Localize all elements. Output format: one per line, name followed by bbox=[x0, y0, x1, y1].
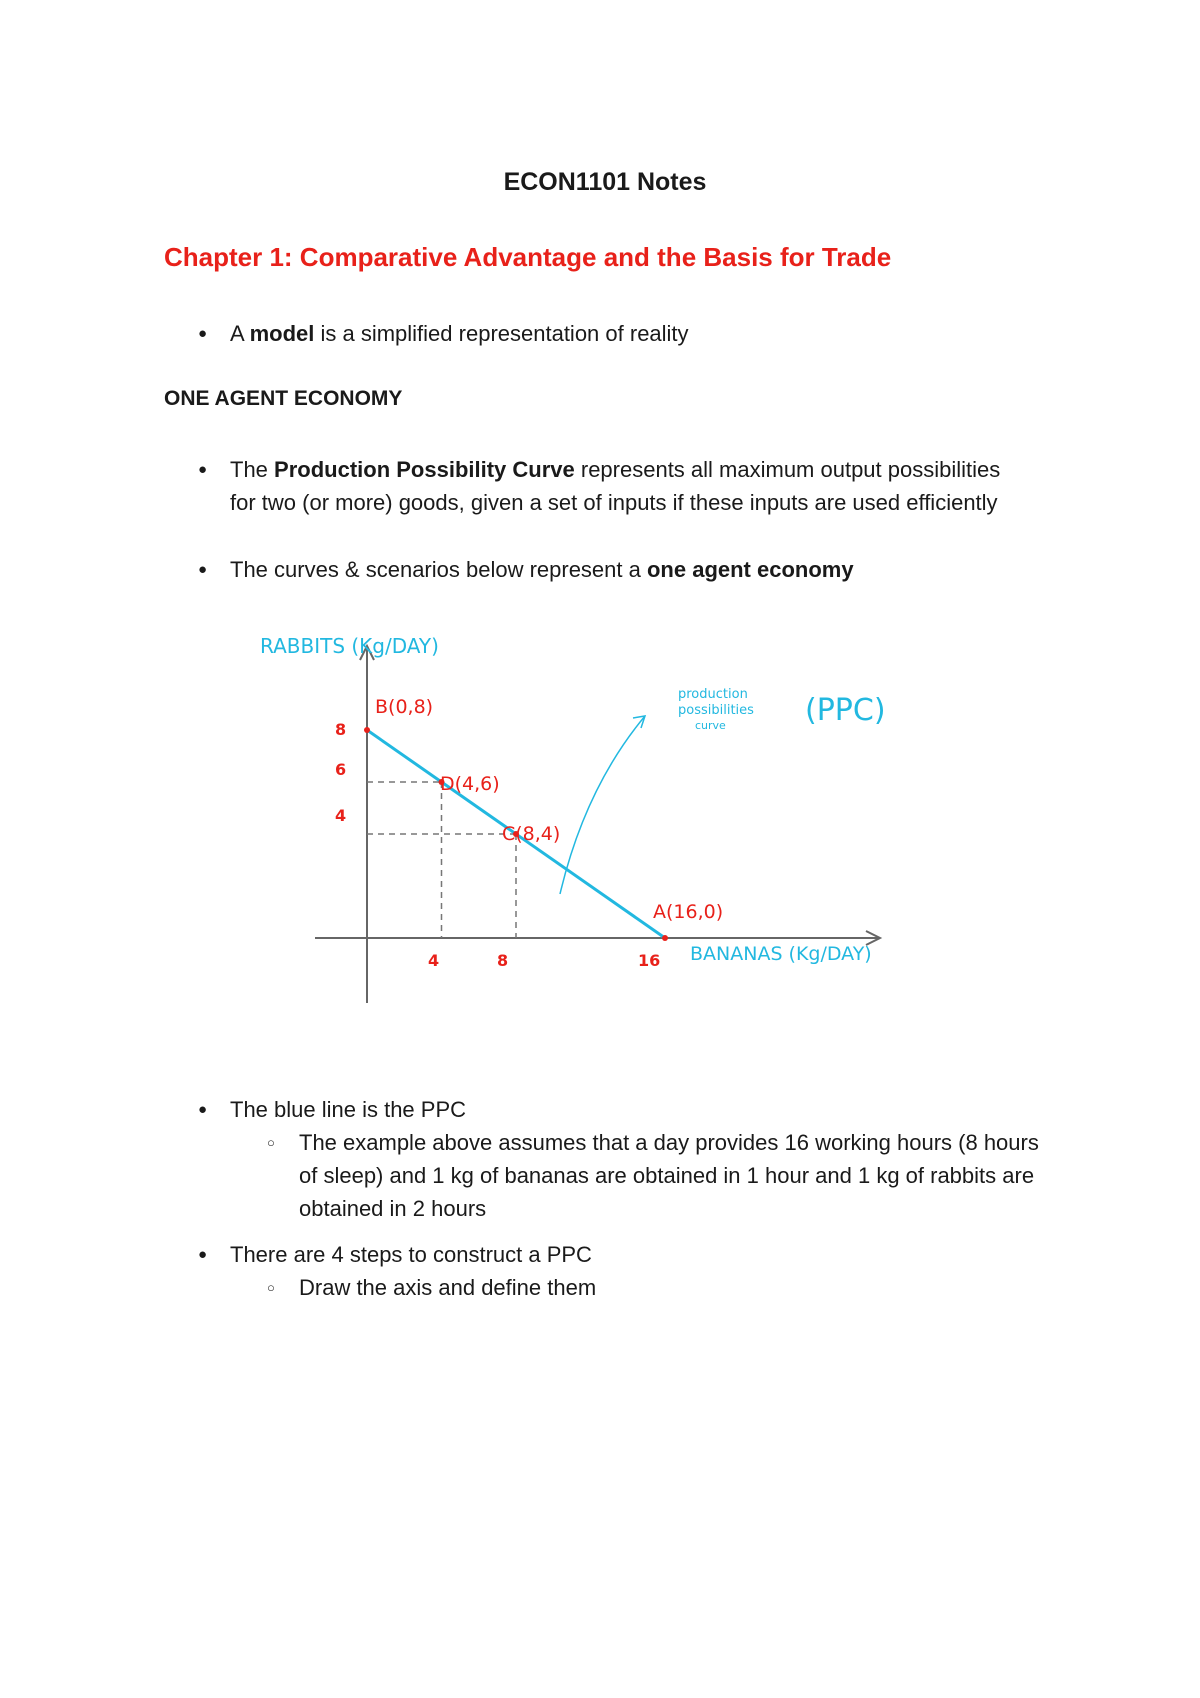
bullet-blue-line: ● The blue line is the PPC bbox=[230, 1093, 1020, 1126]
sub-bullet-assumption: ○ The example above assumes that a day provides 16 working hours (8 hours of sleep) and 1 kg of bananas are obtained in 1 hour and 1 kg of rabbits are obtained in 2 hours bbox=[299, 1126, 1039, 1225]
bold-term-model: model bbox=[249, 321, 315, 346]
point-marker bbox=[662, 935, 668, 941]
y-axis-title: RABBITS (Kg/DAY) bbox=[260, 634, 439, 658]
bullet-model: ● A model is a simplified representation of reality bbox=[230, 317, 1020, 350]
point-label-d: D(4,6) bbox=[440, 773, 500, 795]
y-tick-label: 4 bbox=[335, 806, 347, 825]
bullet-four-steps: ● There are 4 steps to construct a PPC bbox=[230, 1238, 1020, 1271]
section-heading: ONE AGENT ECONOMY bbox=[164, 387, 403, 410]
point-label-c: C(8,4) bbox=[502, 823, 561, 845]
chapter-heading: Chapter 1: Comparative Advantage and the Basis for Trade bbox=[164, 242, 892, 272]
annotation-abbr: (PPC) bbox=[805, 693, 886, 728]
annotation-line1: production bbox=[678, 687, 748, 702]
annotation-arrow bbox=[560, 716, 645, 894]
point-marker bbox=[364, 727, 370, 733]
y-tick-label: 6 bbox=[335, 760, 347, 779]
bold-term-ppc: Production Possibility Curve bbox=[274, 457, 575, 482]
x-tick-label: 4 bbox=[428, 951, 440, 970]
bullet-ppc-definition: ● The Production Possibility Curve represents all maximum output possibilities for two (or more) goods, given a set of inputs if these inputs are used efficiently bbox=[230, 453, 1020, 519]
ppc-chart bbox=[240, 618, 920, 1018]
dashed-guides bbox=[367, 782, 516, 938]
x-axis-title: BANANAS (Kg/DAY) bbox=[690, 943, 872, 965]
point-label-b: B(0,8) bbox=[375, 696, 434, 718]
document-title: ECON1101 Notes bbox=[503, 168, 707, 196]
sub-bullet-draw-axis: ○ Draw the axis and define them bbox=[299, 1271, 1039, 1304]
point-label-a: A(16,0) bbox=[653, 901, 724, 923]
bold-term-one-agent: one agent economy bbox=[646, 557, 854, 582]
x-tick-label: 8 bbox=[497, 951, 509, 970]
y-tick-label: 8 bbox=[335, 720, 347, 739]
x-tick-label: 16 bbox=[638, 951, 661, 970]
annotation-line3: curve bbox=[695, 719, 726, 732]
bullet-one-agent: ● The curves & scenarios below represent a one agent economy bbox=[230, 553, 1020, 586]
annotation-line2: possibilities bbox=[678, 703, 754, 718]
